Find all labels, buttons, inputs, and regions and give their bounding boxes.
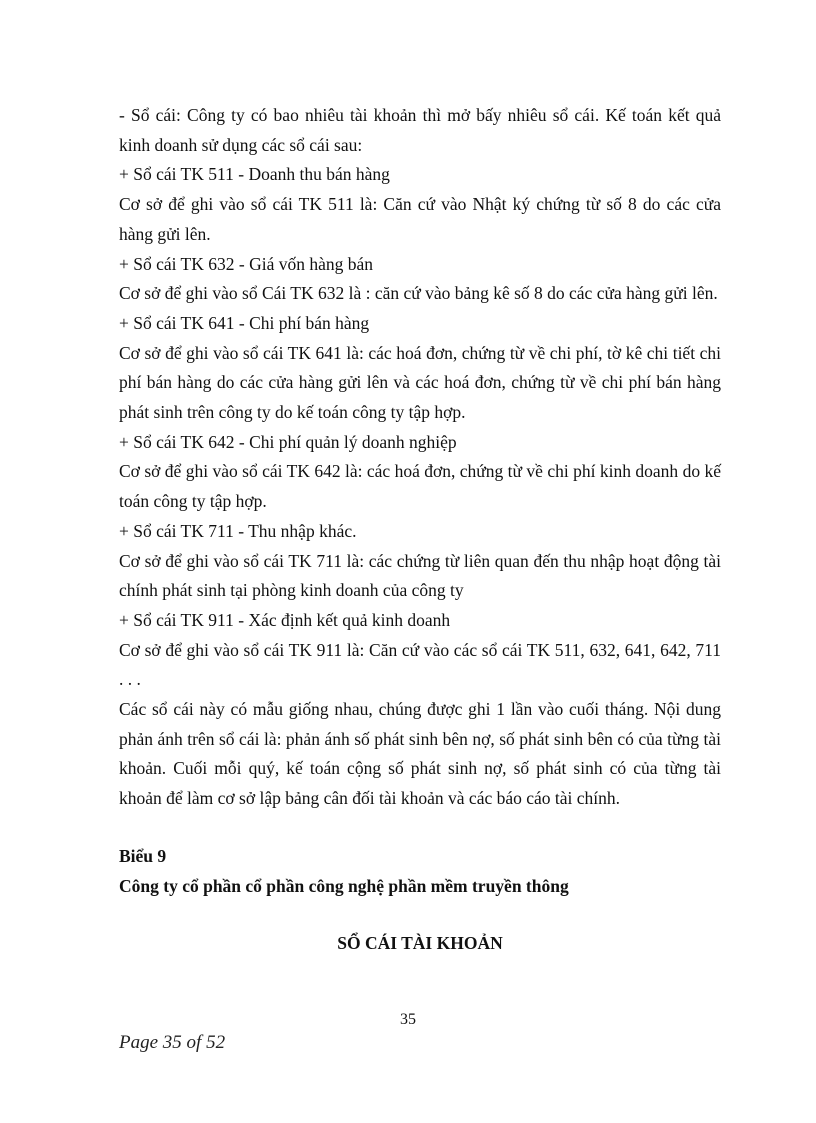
ledger-item-642: + Sổ cái TK 642 - Chi phí quản lý doanh nghiệp [119, 431, 457, 452]
paragraph-641-basis: Cơ sở để ghi vào sổ cái TK 641 là: các hoá đơn, chứng từ về chi phí, tờ kê chi tiết chi phí bán hàng do các cửa hàng gửi lên và các hoá đơn, chứng từ về chi phí bán hàng phát sinh trên công ty do kế toán công ty tập hợp. [119, 342, 721, 423]
spacer [119, 814, 721, 842]
paragraph-ledger-intro: - Sổ cái: Công ty có bao nhiêu tài khoản thì mở bấy nhiêu sổ cái. Kế toán kết quả kinh doanh sử dụng các sổ cái sau: [119, 105, 721, 155]
page-footer: Page 35 of 52 [119, 1032, 226, 1053]
document-body [119, 101, 721, 959]
ledger-item-911: + Sổ cái TK 911 - Xác định kết quả kinh doanh [119, 609, 451, 630]
exhibit-label: Biểu 9 [119, 845, 167, 866]
ledger-title: SỔ CÁI TÀI KHOẢN [337, 933, 503, 954]
page-number: 35 [400, 1011, 416, 1028]
paragraph-511-basis: Cơ sở để ghi vào sổ cái TK 511 là: Căn cứ vào Nhật ký chứng từ số 8 do các cửa hàng gửi lên. [119, 194, 721, 244]
paragraph-711-basis: Cơ sở để ghi vào sổ cái TK 711 là: các chứng từ liên quan đến thu nhập hoạt động tài chính phát sinh tại phòng kinh doanh của công ty [119, 550, 721, 601]
ledger-item-711: + Sổ cái TK 711 - Thu nhập khác. [119, 520, 357, 541]
paragraph-642-basis: Cơ sở để ghi vào sổ cái TK 642 là: các hoá đơn, chứng từ về chi phí kinh doanh do kế toán công ty tập hợp. [119, 461, 721, 512]
paragraph-632-basis: Cơ sở để ghi vào sổ Cái TK 632 là : căn cứ vào bảng kê số 8 do các cửa hàng gửi lên. [119, 283, 718, 304]
paragraph-911-basis: Cơ sở để ghi vào sổ cái TK 911 là: Căn cứ vào các sổ cái TK 511, 632, 641, 642, 711 . . . [119, 639, 721, 690]
ledger-item-632: + Sổ cái TK 632 - Giá vốn hàng bán [119, 253, 374, 274]
spacer [119, 901, 721, 929]
company-name: Công ty cổ phần cổ phần công nghệ phần mềm truyền thông [119, 875, 569, 896]
ledger-item-511: + Sổ cái TK 511 - Doanh thu bán hàng [119, 164, 390, 185]
paragraph-ledger-summary: Các sổ cái này có mẫu giống nhau, chúng được ghi 1 lần vào cuối tháng. Nội dung phản ánh trên sổ cái là: phản ánh số phát sinh bên nợ, số phát sinh bên có của từng tài khoản. Cuối mỗi quý, kế toán cộng số phát sinh nợ, số phát sinh có của từng tài khoản để làm cơ sở lập bảng cân đối tài khoản và các báo cáo tài chính. [119, 699, 721, 809]
ledger-item-641: + Sổ cái TK 641 - Chi phí bán hàng [119, 312, 370, 333]
